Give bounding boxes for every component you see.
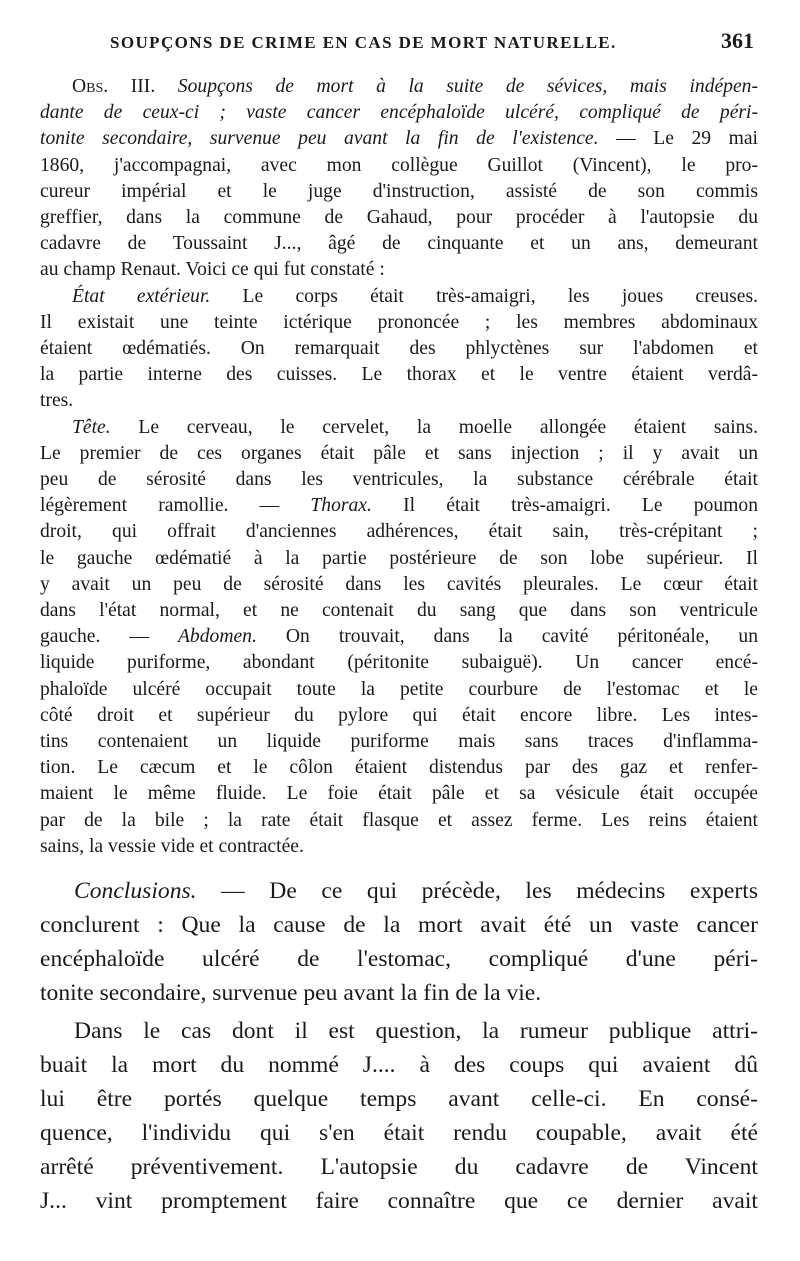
text-line: tres. — [40, 390, 74, 412]
running-head — [40, 28, 758, 62]
observation-title-line — [40, 74, 758, 100]
text-line: côté droit et supérieur du pylore qui était encore libre. Les intes- — [40, 704, 758, 726]
text-line: 1860, j'accompagnai, avec mon collègue Guillot (Vincent), le pro- — [40, 154, 758, 176]
text-line: le gauche œdématié à la partie postérieure de son lobe supérieur. Il — [40, 547, 758, 569]
observation-title: Soupçons de mort à la suite de sévices, mais indépen- — [177, 76, 758, 97]
text-line: greffier, dans la commune de Gahaud, pour procéder à l'autopsie du — [40, 207, 758, 229]
section-label-abdomen: Abdomen. — [177, 626, 257, 648]
conclusions-first-line: Conclusions. — De ce qui précède, les médecins experts — [74, 878, 758, 905]
text-line: quence, l'individu qui s'en était rendu coupable, avait été — [40, 1120, 758, 1147]
abdomen-line: gauche. — Abdomen. On trouvait, dans la cavité péritonéale, un — [40, 626, 758, 648]
text-line: encéphaloïde ulcéré de l'estomac, compliqué d'une péri- — [40, 946, 758, 973]
text-line: liquide puriforme, abondant (péritonite subaiguë). Un cancer encé- — [40, 652, 758, 674]
observation-label: Obs. III. — [72, 76, 156, 97]
rumeur-paragraph — [40, 1014, 758, 1218]
text-line: droit, qui offrait d'anciennes adhérences, était sain, très-crépitant ; — [40, 521, 758, 543]
text-line: cadavre de Toussaint J..., âgé de cinquante et un ans, demeurant — [40, 233, 758, 255]
text-line: Le premier de ces organes était pâle et sans injection ; il y avait un — [40, 442, 758, 464]
page-number: 361 — [721, 28, 754, 53]
etat-exterieur-line: État extérieur. Le corps était très-amaigri, les joues creuses. — [72, 285, 758, 307]
text-line: maient le même fluide. Le foie était pâle et sa vésicule était occupée — [40, 783, 758, 805]
text-line: sains, la vessie vide et contractée. — [40, 835, 304, 857]
text-line: la partie interne des cuisses. Le thorax et le ventre étaient verdâ- — [40, 364, 758, 386]
text-line: y avait un peu de sérosité dans les cavités pleurales. Le cœur était — [40, 573, 758, 595]
observation-title-line: dante de ceux-ci ; vaste cancer encéphaloïde ulcéré, compliqué de péri- — [40, 102, 758, 124]
thorax-line: légèrement ramollie. — Thorax. Il était très-amaigri. Le poumon — [40, 495, 758, 517]
text-line: tins contenaient un liquide puriforme mais sans traces d'inflamma- — [40, 731, 758, 753]
text-line: tonite secondaire, survenue peu avant la fin de la vie. — [40, 980, 542, 1007]
text-line: arrêté préventivement. L'autopsie du cadavre de Vincent — [40, 1154, 758, 1181]
text-line: conclurent : Que la cause de la mort avait été un vaste cancer — [40, 912, 758, 939]
text-line: peu de sérosité dans les ventricules, la substance cérébrale était — [40, 469, 758, 491]
text-line: cureur impérial et le juge d'instruction, assisté de son commis — [40, 180, 758, 202]
running-title: SOUPÇONS DE CRIME EN CAS DE MORT NATURELLE. — [110, 33, 617, 52]
text-line: phaloïde ulcéré occupait toute la petite courbure de l'estomac et le — [40, 678, 758, 700]
text-line: lui être portés quelque temps avant celle-ci. En consé- — [40, 1086, 758, 1113]
observation-block — [40, 74, 758, 860]
book-page — [40, 28, 758, 1218]
text-line: étaient œdématiés. On remarquait des phlyctènes sur l'abdomen et — [40, 338, 758, 360]
tete-line: Tête. Le cerveau, le cervelet, la moelle allongée étaient sains. — [72, 416, 758, 438]
text-line: au champ Renaut. Voici ce qui fut constaté : — [40, 259, 385, 281]
text-line: J... vint promptement faire connaître que ce dernier avait — [40, 1188, 758, 1215]
text-line: Il existait une teinte ictérique prononcée ; les membres abdominaux — [40, 311, 758, 333]
text-line: dans l'état normal, et ne contenait du sang que dans son ventricule — [40, 600, 758, 622]
conclusions-label: Conclusions. — [74, 878, 197, 905]
conclusions-paragraph — [40, 874, 758, 1010]
section-label-tete: Tête. — [72, 416, 111, 438]
observation-title-line: tonite secondaire, survenue peu avant la fin de l'existence. — Le 29 mai — [40, 128, 758, 150]
text-line: buait la mort du nommé J.... à des coups qui avaient dû — [40, 1052, 758, 1079]
text-line: par de la bile ; la rate était flasque et assez ferme. Les reins étaient — [40, 809, 758, 831]
text-line: Dans le cas dont il est question, la rumeur publique attri- — [74, 1018, 758, 1045]
section-label-etat: État extérieur. — [72, 285, 211, 307]
text-line: tion. Le cæcum et le côlon étaient distendus par des gaz et renfer- — [40, 757, 758, 779]
section-label-thorax: Thorax. — [310, 495, 372, 517]
